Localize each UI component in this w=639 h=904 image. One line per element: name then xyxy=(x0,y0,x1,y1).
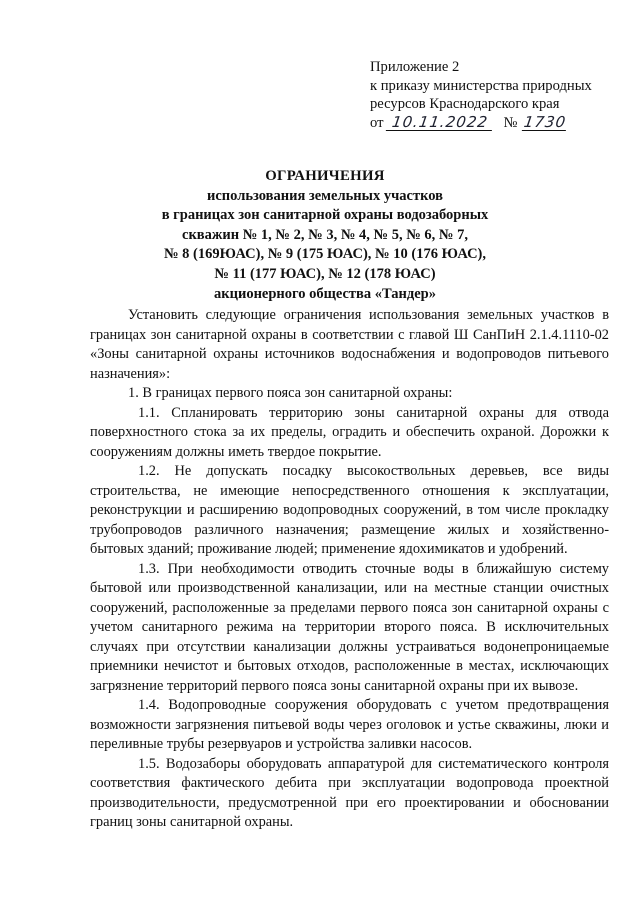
title-line: в границах зон санитарной охраны водозаборных xyxy=(161,207,489,224)
paragraph-1-5: 1.5. Водозаборы оборудовать аппаратурой для систематического контроля соответствия фактического дебита при эксплуатации водопровода проектной производительности, предусмотренной при его проектировании и обосновании границ зоны санитарной охраны. xyxy=(90,755,609,830)
paragraph-1-3: 1.3. При необходимости отводить сточные воды в ближайшую систему бытовой или производственной канализации, или на местные станции очистных сооружений, расположенные за пределами первого пояса зон санитарной охраны с учетом санитарного режима на территории второго пояса. В исключительных случаях при отсутствии канализации должны устраиваться водонепроницаемые приемники нечистот и бытовых отходов, расположенные в местах, исключающих загрязнение территорий первого пояса зоны санитарной охраны при их вывозе. xyxy=(90,560,609,694)
title-line: № 11 (177 ЮАС), № 12 (178 ЮАС) xyxy=(214,265,436,282)
number-label: № xyxy=(503,114,518,131)
title-main: ОГРАНИЧЕНИЯ xyxy=(265,168,385,184)
title-line: № 8 (169ЮАС), № 9 (175 ЮАС), № 10 (176 ЮАС), xyxy=(163,246,487,263)
intro-paragraph: Установить следующие ограничения использования земельных участков в границах зон санитарной охраны в соответствии с главой Ш СанПиН 2.1.4.1110-02 «Зоны санитарной охраны источников водоснабжения и водопроводов питьевого назначения»: xyxy=(90,307,609,382)
title-line: использования земельных участков xyxy=(207,187,443,204)
appendix-order-line1: к приказу министерства природных xyxy=(370,77,592,94)
paragraph-1-1: 1.1. Спланировать территорию зоны санитарной охраны для отвода поверхностного стока за их пределы, оградить и обеспечить охраной. Дорожки к сооружениям должны иметь твердое покрытие. xyxy=(90,404,609,460)
title-line: акционерного общества «Тандер» xyxy=(214,285,436,302)
handwritten-date: 10.11.2022 xyxy=(386,114,494,131)
paragraph-1-4: 1.4. Водопроводные сооружения оборудовать с учетом предотвращения возможности загрязнения питьевой воды через оголовок и устье скважины, люки и переливные трубы резервуаров и устройства заливки насосов. xyxy=(90,697,609,752)
from-label: от xyxy=(370,114,384,131)
document-body xyxy=(90,306,609,833)
handwritten-number: 1730 xyxy=(523,112,568,131)
paragraph-1-2: 1.2. Не допускать посадку высокоствольных деревьев, все виды строительства, не имеющие непосредственного отношения к эксплуатации, реконструкции и расширению водопроводных сооружений, в том числе прокладку трубопроводов различного назначения; размещение жилых и хозяйственно-бытовых зданий; проживание людей; применение ядохимикатов и удобрений. xyxy=(90,463,609,557)
appendix-order-line2: ресурсов Краснодарского края xyxy=(370,96,560,112)
section-heading: 1. В границах первого пояса зон санитарной охраны: xyxy=(128,385,453,401)
appendix-header xyxy=(370,58,620,132)
order-date-number xyxy=(370,114,620,133)
document-title xyxy=(130,167,520,304)
title-line: скважин № 1, № 2, № 3, № 4, № 5, № 6, № 7, xyxy=(182,226,468,243)
appendix-title: Приложение 2 xyxy=(370,59,460,75)
